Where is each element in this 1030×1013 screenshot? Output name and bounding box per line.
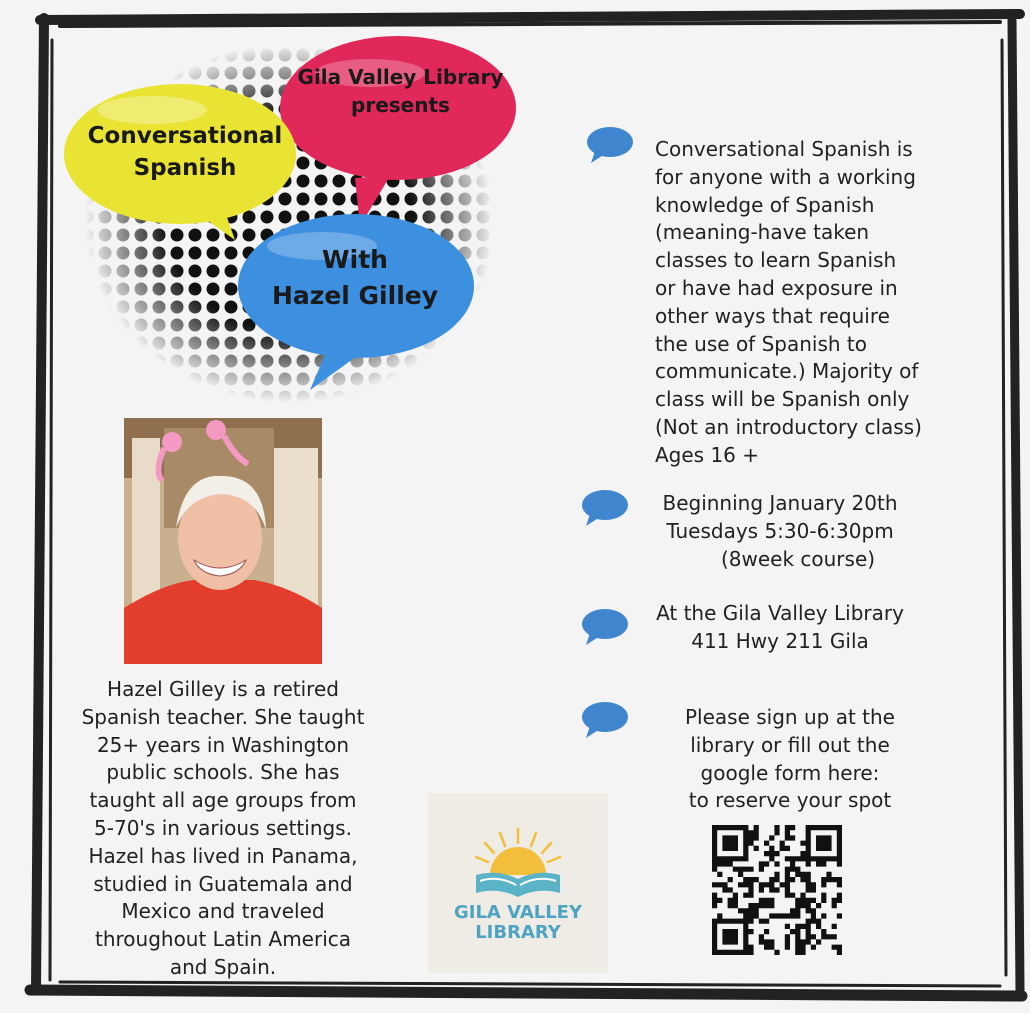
bubble-line: presents <box>351 93 450 117</box>
bubble-line: Hazel Gilley <box>271 281 439 310</box>
speech-bubble-icon <box>580 607 630 647</box>
bubble-line: Conversational <box>87 123 283 149</box>
description-line: (meaning-have taken <box>655 220 870 245</box>
bubble-line: With <box>322 245 388 274</box>
description-line: knowledge of Spanish <box>655 192 875 217</box>
speech-bubble-icon <box>580 700 630 740</box>
description-line: class will be Spanish only <box>655 387 910 412</box>
description-line: (Not an introductory class) <box>655 414 922 439</box>
blue-bubble-text <box>240 242 470 314</box>
signup-line: to reserve your spot <box>688 788 892 813</box>
sun-book-logo-icon <box>428 793 608 903</box>
bio-line: throughout Latin America <box>94 927 352 952</box>
portrait-photo <box>124 418 322 664</box>
description-line: communicate.) Majority of <box>655 359 919 384</box>
qr-modules <box>712 825 842 955</box>
yellow-bubble-text <box>80 120 290 184</box>
logo-line: LIBRARY <box>475 922 561 943</box>
description-line: other ways that require <box>655 303 890 328</box>
speech-bubble-icon <box>580 488 630 528</box>
description-line: for anyone with a working <box>655 164 916 189</box>
signup-line: library or fill out the <box>690 732 890 757</box>
description-line: Conversational Spanish is <box>655 137 913 161</box>
bio-line: Hazel has lived in Panama, <box>88 843 358 868</box>
logo-line: GILA VALLEY <box>453 902 583 923</box>
description-line: or have had exposure in <box>655 275 898 300</box>
description-line: classes to learn Spanish <box>655 248 897 273</box>
red-bubble-text <box>288 63 513 119</box>
location-line: At the Gila Valley Library <box>656 601 904 625</box>
signup-line: google form here: <box>700 760 880 785</box>
bubble-line: Gila Valley Library <box>297 65 504 89</box>
description-line: Ages 16 + <box>655 442 760 467</box>
logo-text <box>428 903 608 943</box>
description-line: the use of Spanish to <box>655 331 867 356</box>
schedule-info <box>640 490 920 573</box>
bio-line: Spanish teacher. She taught <box>81 704 365 729</box>
bio-line: Hazel Gilley is a retired <box>107 677 339 701</box>
course-description <box>655 136 955 470</box>
schedule-line: Beginning January 20th <box>662 491 898 515</box>
bio-line: Mexico and traveled <box>121 899 325 924</box>
bio-line: studied in Guatemala and <box>93 871 353 896</box>
bio-line: taught all age groups from <box>89 788 357 813</box>
speech-bubble-icon <box>585 125 635 165</box>
location-line: 411 Hwy 211 Gila <box>691 628 869 653</box>
location-info <box>640 600 920 656</box>
bio-line: 5-70's in various settings. <box>94 815 352 840</box>
signup-line: Please sign up at the <box>685 705 895 729</box>
library-logo <box>428 793 608 973</box>
bio-line: and Spain. <box>169 954 277 979</box>
qr-code-icon[interactable] <box>712 825 842 955</box>
signup-info <box>640 704 940 815</box>
schedule-line: (8week course) <box>720 546 876 571</box>
bio-line: 25+ years in Washington <box>96 732 350 757</box>
schedule-line: Tuesdays 5:30-6:30pm <box>666 518 894 543</box>
bio-text <box>58 676 388 982</box>
bio-line: public schools. She has <box>106 760 340 785</box>
bubble-line: Spanish <box>133 155 237 181</box>
